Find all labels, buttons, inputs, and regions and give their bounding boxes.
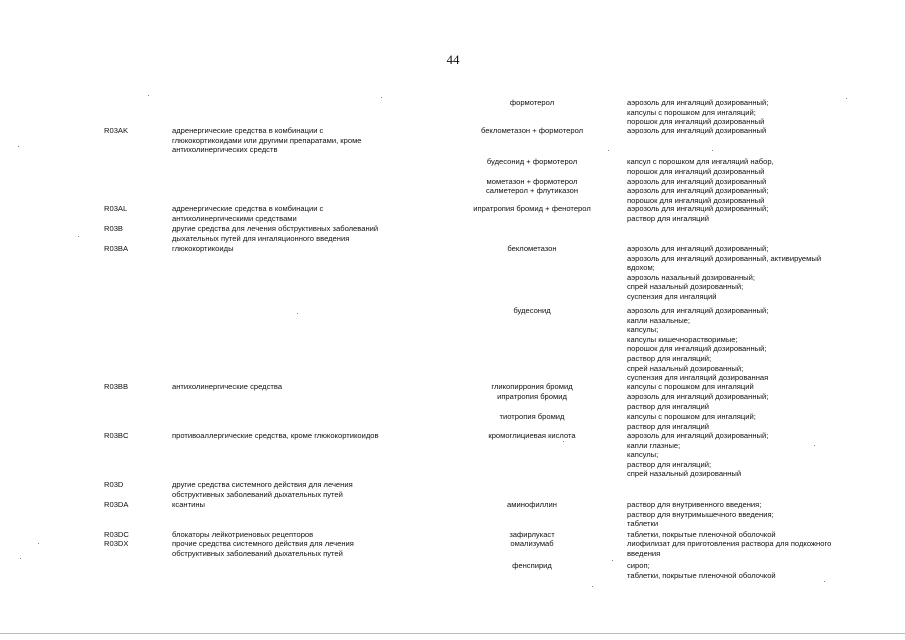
dosage-form: капли назальные; xyxy=(627,315,691,325)
drug-name: ипратропия бромид + фенотерол xyxy=(473,204,591,213)
atc-code: R03D xyxy=(104,480,124,489)
dosage-form: аэрозоль для ингаляций дозированный, активируемый xyxy=(627,253,822,263)
dosage-form: аэрозоль для ингаляций дозированный; xyxy=(627,431,769,440)
dosage-form: таблетки xyxy=(627,519,659,529)
drug-name: аминофиллин xyxy=(507,500,557,509)
drug-name: будесонид xyxy=(513,306,551,315)
scan-speck xyxy=(20,558,21,559)
atc-code: R03DX xyxy=(104,539,129,548)
atc-group-name: противоаллергические средства, кроме глюкокортикоидов xyxy=(172,431,379,440)
scan-speck xyxy=(148,95,149,96)
dosage-form: порошок для ингаляций дозированный xyxy=(627,117,765,127)
dosage-form: капсулы с порошком для ингаляций xyxy=(627,382,754,391)
atc-group-name: ксантины xyxy=(172,500,205,509)
atc-code: R03DA xyxy=(104,500,129,509)
dosage-form: введения xyxy=(627,548,661,558)
atc-code: R03B xyxy=(104,224,123,233)
dosage-form: капсулы кишечнорастворимые; xyxy=(627,334,738,344)
drug-name: зафирлукаст xyxy=(509,530,555,539)
dosage-form: суспензия для ингаляций дозированная xyxy=(627,373,769,383)
dosage-form: раствор для внутримышечного введения; xyxy=(627,509,774,519)
drug-name: гликопиррония бромид xyxy=(491,382,573,391)
dosage-form: капсул с порошком для ингаляций набор, xyxy=(627,157,774,166)
atc-code: R03AL xyxy=(104,204,128,213)
atc-group-name: адренергические средства в комбинации с xyxy=(172,204,324,213)
dosage-form: вдохом; xyxy=(627,263,655,273)
atc-group-name: адренергические средства в комбинации с xyxy=(172,126,324,135)
scan-speck xyxy=(712,150,713,151)
atc-code: R03DC xyxy=(104,530,129,539)
dosage-form: сироп; xyxy=(627,561,650,570)
drug-name: беклометазон xyxy=(507,244,557,253)
dosage-form: спрей назальный дозированный xyxy=(627,469,742,479)
dosage-form: аэрозоль назальный дозированный; xyxy=(627,272,755,282)
atc-group-name: антихолинергические средства xyxy=(172,382,283,391)
scan-speck xyxy=(18,146,19,147)
scan-speck xyxy=(592,586,593,587)
drug-name: формотерол xyxy=(509,98,555,107)
dosage-form: лиофилизат для приготовления раствора для подкожного xyxy=(627,539,832,548)
scan-speck xyxy=(846,98,847,99)
atc-code: R03AK xyxy=(104,126,129,135)
atc-group-name: другие средства системного действия для лечения xyxy=(172,480,353,489)
dosage-form: капсулы; xyxy=(627,325,659,335)
atc-group-name: антихолинергическими средствами xyxy=(172,213,297,223)
scan-speck xyxy=(381,97,382,98)
dosage-form: порошок для ингаляций дозированный xyxy=(627,195,765,205)
dosage-form: капсулы с порошком для ингаляций; xyxy=(627,412,756,421)
atc-group-name: прочие средства системного действия для лечения xyxy=(172,539,354,548)
drug-name: беклометазон + формотерол xyxy=(480,126,584,135)
dosage-form: аэрозоль для ингаляций дозированный xyxy=(627,126,767,135)
dosage-form: аэрозоль для ингаляций дозированный; xyxy=(627,244,769,253)
scan-speck xyxy=(563,441,564,442)
atc-group-name: другие средства для лечения обструктивных заболеваний xyxy=(172,224,379,233)
dosage-form: раствор для ингаляций xyxy=(627,213,709,223)
dosage-form: таблетки, покрытые пленочной оболочкой xyxy=(627,570,776,580)
drug-name: кромоглициевая кислота xyxy=(488,431,576,440)
atc-code: R03BA xyxy=(104,244,129,253)
atc-group-name: обструктивных заболеваний дыхательных путей xyxy=(172,548,343,558)
dosage-form: аэрозоль для ингаляций дозированный; xyxy=(627,392,769,401)
drug-name: мометазон + формотерол xyxy=(486,177,578,186)
atc-group-name: блокаторы лейкотриеновых рецепторов xyxy=(172,530,314,539)
scan-speck xyxy=(608,150,609,151)
dosage-form: аэрозоль для ингаляций дозированный xyxy=(627,177,767,186)
scan-speck xyxy=(78,236,79,237)
drug-name: фенспирид xyxy=(512,561,552,570)
scan-edge xyxy=(0,633,905,634)
dosage-form: спрей назальный дозированный; xyxy=(627,282,744,292)
drug-name: тиотропия бромид xyxy=(499,412,565,421)
dosage-form: раствор для ингаляций; xyxy=(627,354,712,363)
atc-group-name: антихолинергических средств xyxy=(172,145,278,155)
atc-group-name: обструктивных заболеваний дыхательных путей xyxy=(172,489,343,499)
dosage-form: порошок для ингаляций дозированный xyxy=(627,166,765,176)
atc-code: R03BB xyxy=(104,382,129,391)
atc-group-name: глюкокортикоидами или другими препаратами, кроме xyxy=(172,135,362,145)
drug-name: будесонид + формотерол xyxy=(486,157,578,166)
drug-name: ипратропия бромид xyxy=(497,392,567,401)
dosage-form: аэрозоль для ингаляций дозированный; xyxy=(627,98,769,107)
dosage-form: суспензия для ингаляций xyxy=(627,292,717,301)
dosage-form: раствор для ингаляций; xyxy=(627,459,712,469)
atc-code: R03BC xyxy=(104,431,129,440)
drug-name: салметерол + флутиказон xyxy=(485,186,579,195)
dosage-form: аэрозоль для ингаляций дозированный; xyxy=(627,204,769,213)
dosage-form: раствор для ингаляций xyxy=(627,401,709,411)
dosage-form: раствор для внутривенного введения; xyxy=(627,500,762,509)
dosage-form: аэрозоль для ингаляций дозированный; xyxy=(627,306,769,315)
dosage-form: капли глазные; xyxy=(627,440,681,450)
dosage-form: аэрозоль для ингаляций дозированный; xyxy=(627,186,769,195)
dosage-form: капсулы; xyxy=(627,450,659,460)
scan-speck xyxy=(38,543,39,544)
scan-speck xyxy=(814,445,815,446)
atc-group-name: глюкокортикоиды xyxy=(172,244,234,253)
dosage-form: спрей назальный дозированный; xyxy=(627,363,744,373)
atc-group-name: дыхательных путей для ингаляционного введения xyxy=(172,233,350,243)
scan-speck xyxy=(824,581,825,582)
scan-speck xyxy=(297,313,298,314)
drug-name: омализумаб xyxy=(510,539,554,548)
dosage-form: раствор для ингаляций xyxy=(627,421,709,431)
dosage-form: порошок для ингаляций дозированный; xyxy=(627,344,767,354)
dosage-form: таблетки, покрытые пленочной оболочкой xyxy=(627,530,776,539)
page-number: 44 xyxy=(446,52,460,67)
dosage-form: капсулы с порошком для ингаляций; xyxy=(627,107,756,117)
